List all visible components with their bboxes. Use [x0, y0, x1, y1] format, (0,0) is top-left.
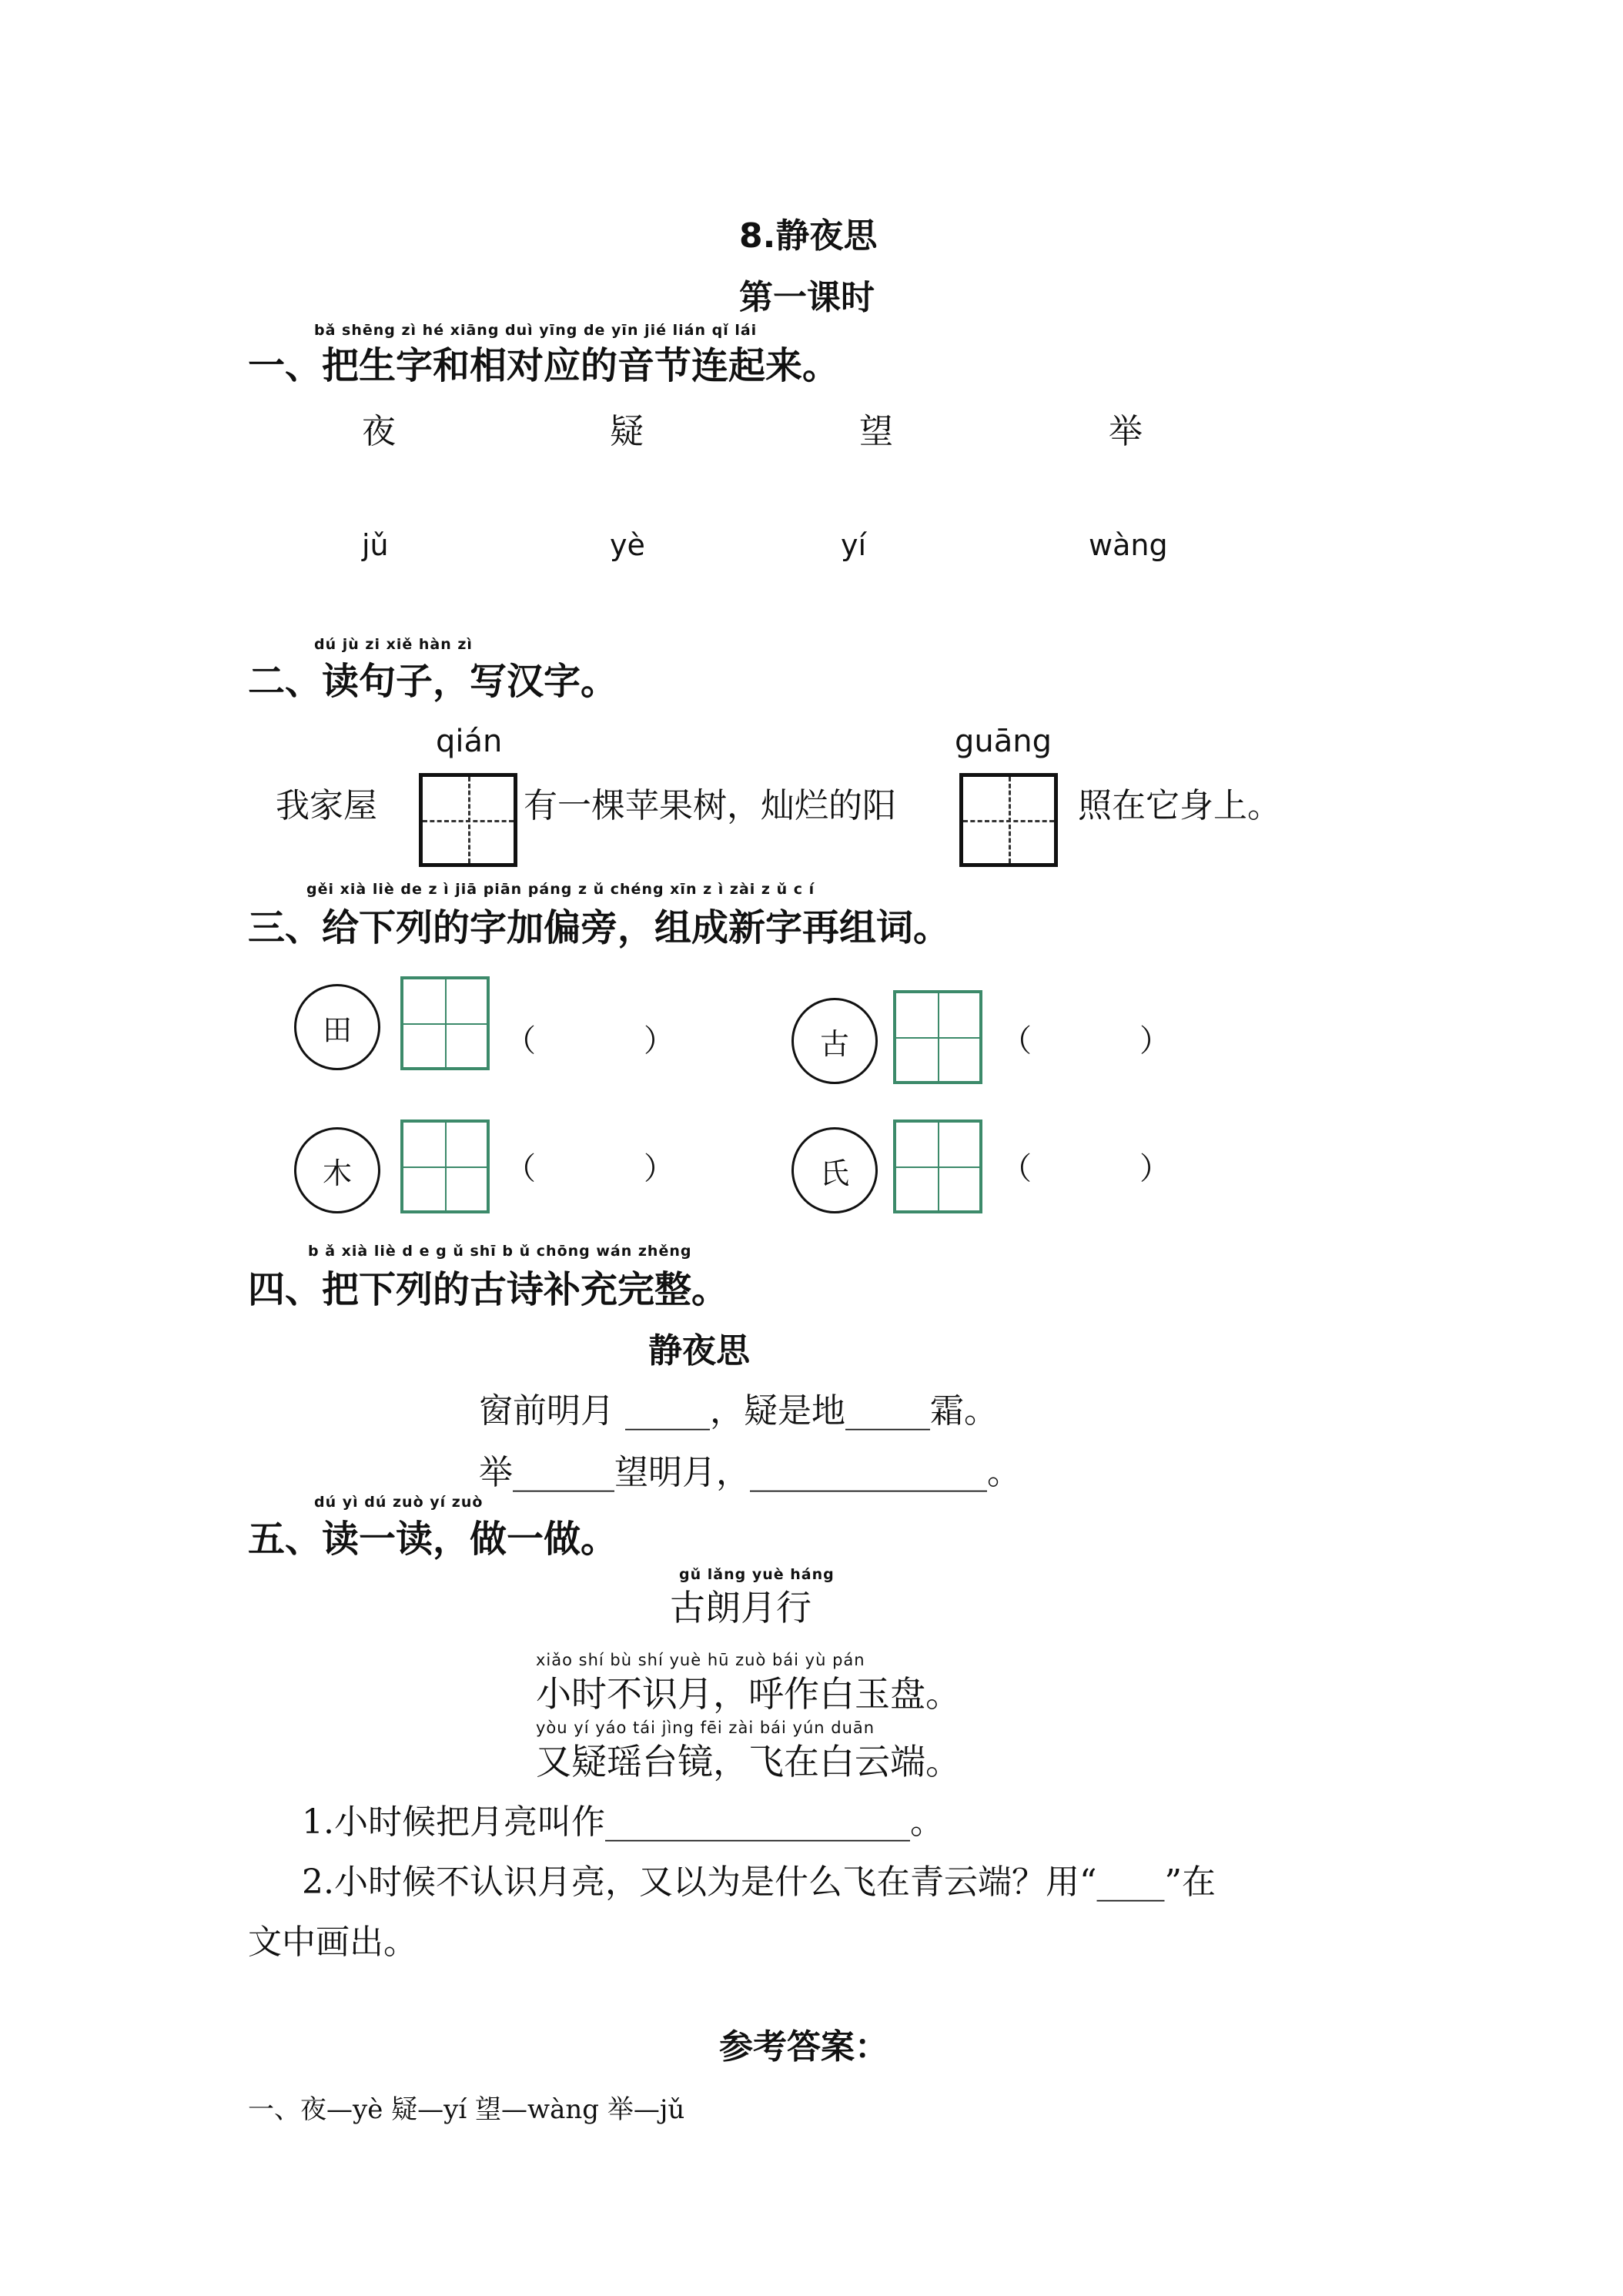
reading-line1-pinyin: xiǎo shí bù shí yuè hū zuò bái yù pán [536, 1651, 865, 1669]
section1-char-1: 夜 [362, 412, 396, 451]
sentence-part-2: 有一棵苹果树，灿烂的阳 [524, 786, 896, 825]
reading-line2-pinyin: yòu yí yáo tái jìng fēi zài bái yún duān [536, 1719, 875, 1737]
blank2-pinyin: guāng [955, 724, 1052, 759]
paren-open-3: （ [505, 1151, 536, 1186]
section4-heading: 四、把下列的古诗补充完整。 [248, 1268, 729, 1311]
section1-char-4: 举 [1109, 412, 1143, 451]
radical-circle-2: 古 [791, 998, 878, 1084]
question-2-line-2: 文中画出。 [248, 1923, 417, 1962]
section1-char-2: 疑 [610, 412, 644, 451]
answer-line-1: 一、夜—yè 疑—yí 望—wàng 举—jǔ [248, 2094, 685, 2125]
write-box-2[interactable] [959, 773, 1058, 867]
section1-syllable-3: yí [841, 528, 867, 562]
sentence-part-3: 照在它身上。 [1078, 786, 1281, 825]
question-2-line-1: 2.小时候不认识月亮，又以为是什么飞在青云端？用“____”在 [302, 1863, 1216, 1902]
section3-pinyin: gěi xià liè de z ì jiā piān páng z ǔ chéng xīn z ì zài z ǔ c í [306, 881, 815, 898]
paren-open-1: （ [505, 1023, 536, 1059]
paren-close-2: ） [1139, 1023, 1170, 1059]
radical-circle-4: 氏 [791, 1127, 878, 1213]
tian-grid-3[interactable] [400, 1120, 490, 1213]
reading-line-1: 小时不识月，呼作白玉盘。 [536, 1673, 961, 1715]
page-title: 8.静夜思 [739, 216, 878, 256]
radical-circle-1: 田 [294, 984, 380, 1070]
section4-pinyin: b ǎ xià liè d e g ǔ shī b ǔ chōng wán zhěng [308, 1243, 692, 1260]
reading-title: 古朗月行 [670, 1587, 812, 1628]
paren-open-2: （ [1001, 1023, 1032, 1059]
tian-grid-4[interactable] [893, 1120, 982, 1213]
page-subtitle: 第一课时 [739, 278, 875, 317]
paren-open-4: （ [1001, 1151, 1032, 1186]
sentence-part-1: 我家屋 [276, 786, 377, 825]
section3-heading: 三、给下列的字加偏旁，组成新字再组词。 [248, 906, 951, 949]
section1-heading: 一、把生字和相对应的音节连起来。 [248, 344, 840, 387]
section2-pinyin: dú jù zi xiě hàn zì [314, 636, 473, 653]
tian-grid-1[interactable] [400, 976, 490, 1070]
section1-syllable-4: wàng [1089, 528, 1168, 562]
section1-syllable-1: jǔ [362, 528, 389, 562]
section1-char-3: 望 [859, 412, 893, 451]
poem-title: 静夜思 [648, 1331, 750, 1371]
poem-line-1: 窗前明月 _____，疑是地_____霜。 [479, 1391, 998, 1431]
section1-syllable-2: yè [610, 528, 645, 562]
paren-close-3: ） [644, 1151, 674, 1186]
blank1-pinyin: qián [436, 724, 503, 759]
paren-close-1: ） [644, 1023, 674, 1059]
radical-circle-3: 木 [294, 1127, 380, 1213]
section5-pinyin: dú yì dú zuò yí zuò [314, 1494, 484, 1511]
section5-heading: 五、读一读，做一做。 [248, 1518, 618, 1561]
tian-grid-2[interactable] [893, 990, 982, 1084]
section1-pinyin: bǎ shēng zì hé xiāng duì yīng de yīn jié lián qǐ lái [314, 322, 758, 339]
answer-title: 参考答案： [719, 2027, 888, 2067]
write-box-1[interactable] [419, 773, 517, 867]
question-1: 1.小时候把月亮叫作__________________。 [302, 1802, 944, 1842]
paren-close-4: ） [1139, 1151, 1170, 1186]
section2-heading: 二、读句子，写汉字。 [248, 660, 618, 703]
reading-title-pinyin: gǔ lǎng yuè háng [679, 1566, 835, 1583]
poem-line-2: 举______望明月，______________。 [479, 1453, 1021, 1492]
reading-line-2: 又疑瑶台镜，飞在白云端。 [536, 1741, 961, 1782]
